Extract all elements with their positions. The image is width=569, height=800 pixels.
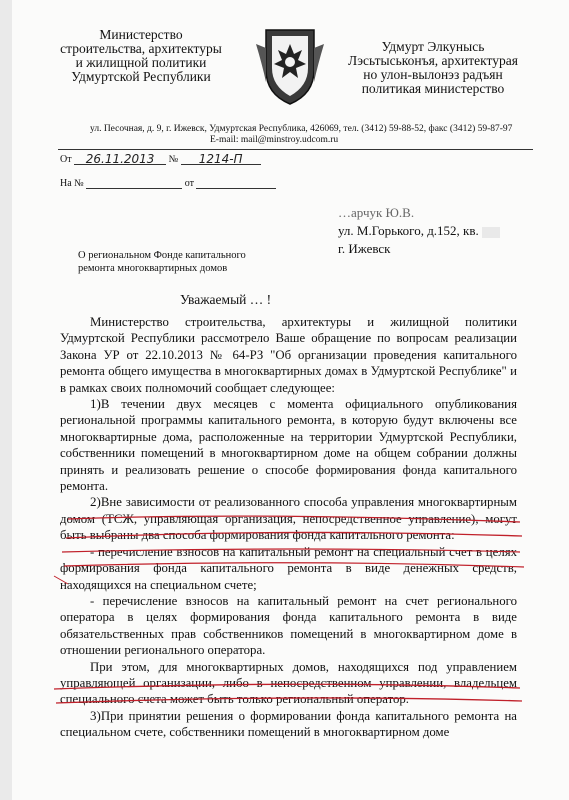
paragraph-1: 1)В течении двух месяцев с момента официального опубликования региональной программы капитального ремонта, в которую будут включены все многоквартирные дома, расположенные на территории Удмуртской Республики, собственники помещений в многоквартирном доме на общем собрании должны принять и реализовать решение о способе формирования фонда капитального ремонта. (60, 396, 517, 494)
incoming-date-line (196, 176, 276, 189)
header-left-line: Министерство (99, 27, 183, 42)
header-ministry-udmurt (328, 40, 538, 96)
note-paragraph: При этом, для многоквартирных домов, находящихся под управлением управляющей организации, либо в непосредственном управлении, владельцем специального счета может быть только региональный оператор. (60, 659, 517, 707)
header-left-line: и жилищной политики (75, 55, 207, 70)
bullet-regional-operator: - перечисление взносов на капитальный ремонт на счет регионального оператора в целях формирования фонда капитального ремонта в виде обязательственных прав собственников помещений в многоквартирном доме в отношении регионального оператора. (60, 593, 517, 658)
coat-of-arms-icon (256, 24, 324, 108)
salutation: Уважаемый … ! (180, 292, 272, 307)
header-right-line: Лэсьтыськонъя, архитектурая (348, 53, 518, 68)
header-left-line: Удмуртской Республики (71, 69, 211, 84)
paragraph-2: 2)Вне зависимости от реализованного способа управления многоквартирным домом (ТСЖ, управляющая организация, непосредственное управление), могут быть выбраны два способа формирования фонда капитального ремонта: (60, 494, 517, 543)
ministry-address (90, 124, 540, 146)
bullet-special-account: - перечисление взносов на капитальный ремонт на специальный счет в целях формирования фонда капитального ремонта в виде денежных средств, находящихся на специальном счете; (60, 544, 517, 592)
ot-label: от (184, 178, 194, 189)
incoming-reference (60, 176, 276, 189)
handwritten-date: 26.11.2013 (85, 152, 155, 166)
intro-paragraph: Министерство строительства, архитектуры и жилищной политики Удмуртской Республики рассмотрело Ваше обращение по вопросам реализации Закона УР от 22.10.2013 № 64-РЗ "Об организации проведения капитального ремонта общего имущества в многоквартирных домах в Удмуртской Республике" и в рамках своих полномочий сообщает следующее: (60, 315, 517, 395)
header-right-line: но улон-вылонэз радъян (363, 67, 503, 82)
recipient-city: г. Ижевск (338, 241, 391, 256)
redacted-block (482, 227, 500, 238)
header-left-line: строительства, архитектуры (60, 41, 222, 56)
date-line (74, 152, 166, 165)
header-right-line: политикая министерство (361, 81, 505, 96)
header-ministry-russian (36, 28, 246, 84)
address-line: ул. Песочная, д. 9, г. Ижевск, Удмуртская Республика, 426069, тел. (3412) 59-88-52, факс (3412) 59-87-97 (90, 124, 513, 134)
number-line (181, 152, 261, 165)
scan-edge (0, 0, 12, 800)
letter-body (60, 314, 517, 741)
paragraph-3: 3)При принятии решения о формировании фонда капитального ремонта на специальном счете, собственники помещений в многоквартирном доме (60, 707, 517, 740)
number-label: № (168, 154, 179, 165)
header-right-line: Удмурт Элкунысь (381, 39, 485, 54)
recipient-name: …арчук Ю.В. (338, 205, 415, 220)
na-label: На № (60, 178, 84, 189)
incoming-number-line (86, 176, 182, 189)
recipient-block (338, 204, 548, 258)
header-divider (58, 149, 533, 150)
email-line: E-mail: mail@minstroy.udcom.ru (210, 135, 339, 145)
handwritten-number: 1214-П (198, 152, 243, 166)
outgoing-reference (60, 152, 261, 165)
from-label: От (60, 154, 72, 165)
letter-subject: О региональном Фонде капитального ремонта многоквартирных домов (78, 250, 246, 274)
recipient-address: ул. М.Горького, д.152, кв. (338, 222, 548, 240)
